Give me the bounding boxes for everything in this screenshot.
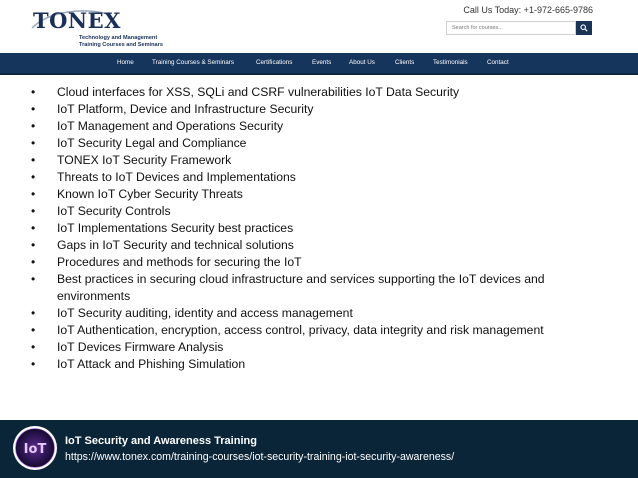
badge-label: IoT: [23, 442, 47, 457]
nav-item-testimonials[interactable]: Testimonials: [433, 59, 468, 66]
list-item: • IoT Attack and Phishing Simulation: [31, 357, 246, 371]
list-item: • Threats to IoT Devices and Implementations: [31, 170, 296, 184]
list-item: • IoT Authentication, encryption, access control, privacy, data integrity and risk management: [31, 323, 544, 337]
list-item: • Known IoT Cyber Security Threats: [31, 187, 243, 201]
list-item: • Gaps in IoT Security and technical solutions: [31, 238, 294, 252]
list-item: • IoT Management and Operations Security: [31, 119, 284, 133]
bullet-icon: •: [31, 221, 36, 235]
search-icon: [580, 24, 588, 32]
tonex-logo[interactable]: [33, 6, 173, 50]
search-input[interactable]: [446, 21, 576, 35]
logo-tagline-line2: Training Courses and Seminars: [79, 42, 163, 48]
footer-title: IoT Security and Awareness Training: [65, 435, 257, 447]
search-button[interactable]: [576, 21, 592, 35]
list-item: • IoT Implementations Security best practices: [31, 221, 294, 235]
logo-tagline-line1: Technology and Management: [79, 35, 158, 41]
iot-badge-icon: [12, 425, 58, 471]
list-item: • IoT Devices Firmware Analysis: [31, 340, 224, 354]
nav-item-about-us[interactable]: About Us: [349, 59, 375, 66]
list-item: • Procedures and methods for securing the IoT: [31, 255, 302, 269]
bullet-icon: •: [31, 238, 36, 252]
search-form: [446, 21, 592, 35]
phone-number[interactable]: Call Us Today: +1-972-665-9786: [463, 5, 593, 15]
list-item: • IoT Security auditing, identity and access management: [31, 306, 353, 320]
bullet-icon: •: [31, 323, 36, 337]
bullet-icon: •: [31, 204, 36, 218]
bullet-icon: •: [31, 187, 36, 201]
slide-content: [0, 84, 638, 373]
site-header: [0, 0, 638, 52]
nav-item-contact[interactable]: Contact: [487, 59, 509, 66]
nav-item-certifications[interactable]: Certifications: [256, 59, 293, 66]
bullet-icon: •: [31, 119, 36, 133]
bullet-icon: •: [31, 102, 36, 116]
bullet-icon: •: [31, 255, 36, 269]
main-nav: [0, 53, 638, 75]
logo-wordmark: TONEX: [33, 8, 121, 33]
list-item: • TONEX IoT Security Framework: [31, 153, 232, 167]
nav-item-training-courses[interactable]: Training Courses & Seminars: [152, 59, 235, 66]
nav-item-clients[interactable]: Clients: [395, 59, 415, 66]
slide-footer: [0, 420, 638, 478]
topic-list: [0, 84, 638, 373]
nav-item-home[interactable]: Home: [117, 59, 134, 66]
list-item: • IoT Security Controls: [31, 204, 171, 218]
bullet-icon: •: [31, 272, 36, 286]
list-item: • IoT Security Legal and Compliance: [31, 136, 247, 150]
list-item: • IoT Platform, Device and Infrastructure Security: [31, 102, 314, 116]
list-item: • Cloud interfaces for XSS, SQLi and CSRF vulnerabilities IoT Data Security: [31, 85, 460, 99]
bullet-icon: •: [31, 153, 36, 167]
bullet-icon: •: [31, 170, 36, 184]
bullet-icon: •: [31, 306, 36, 320]
list-item: • Best practices in securing cloud infrastructure and services supporting the IoT devices and environments: [31, 272, 545, 303]
bullet-icon: •: [31, 136, 36, 150]
nav-item-events[interactable]: Events: [312, 59, 332, 66]
footer-url-link[interactable]: https://www.tonex.com/training-courses/iot-security-training-iot-security-awareness/: [65, 451, 455, 463]
bullet-icon: •: [31, 85, 36, 99]
bullet-icon: •: [31, 357, 36, 371]
bullet-icon: •: [31, 340, 36, 354]
